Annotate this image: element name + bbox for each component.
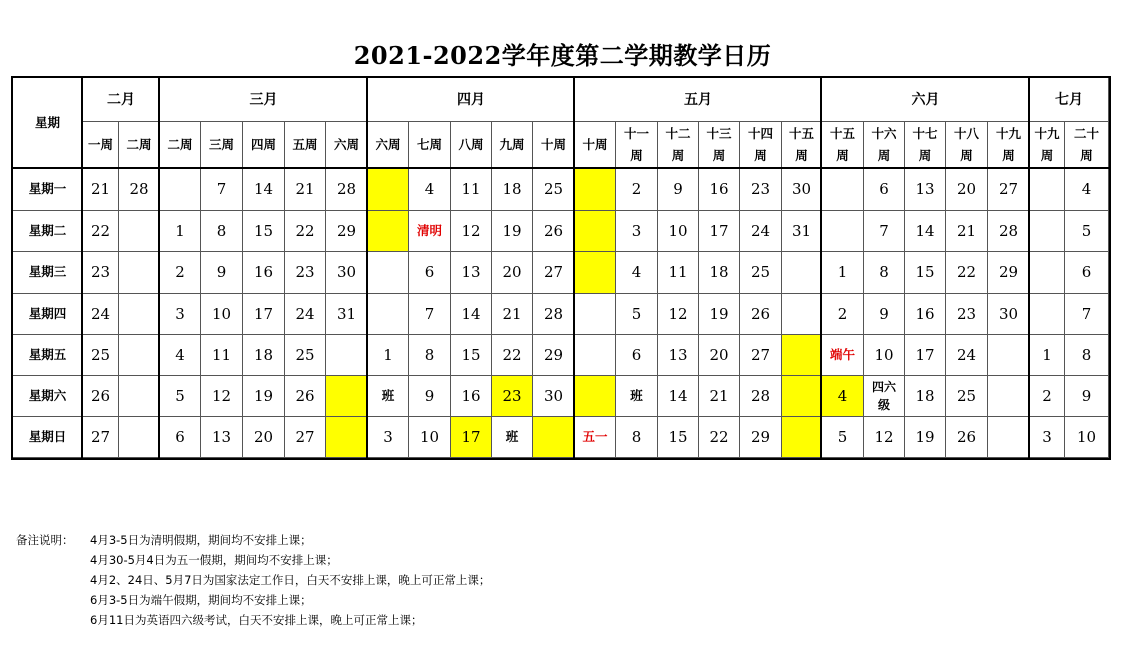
day-cell: 9 [1065, 376, 1109, 417]
day-cell: 2 [1030, 376, 1065, 417]
month-header: 三月 [160, 78, 368, 122]
note-text: 4月2、24日、5月7日为国家法定工作日，白天不安排上课，晚上可正常上课； [90, 573, 491, 587]
day-cell [782, 294, 822, 335]
week-header [616, 122, 658, 169]
week-header: 二周 [160, 122, 201, 169]
week-header: 六周 [368, 122, 409, 169]
week-header [658, 122, 699, 169]
day-cell [1030, 294, 1065, 335]
day-cell: 30 [782, 169, 822, 211]
day-cell: 五一 [575, 417, 616, 458]
week-header: 十周 [533, 122, 575, 169]
day-cell: 15 [451, 335, 492, 376]
day-cell: 1 [1030, 335, 1065, 376]
week-unit: 周 [671, 148, 685, 163]
week-header: 七周 [409, 122, 451, 169]
week-unit: 周 [630, 148, 643, 163]
day-cell [368, 211, 409, 252]
day-cell: 25 [740, 252, 782, 294]
day-cell: 23 [285, 252, 326, 294]
day-cell [326, 417, 368, 458]
week-number: 十二 [665, 125, 691, 141]
week-number: 二十 [1073, 125, 1099, 141]
week-unit: 周 [712, 148, 726, 163]
day-cell [822, 211, 864, 252]
day-cell [326, 335, 368, 376]
week-header: 八周 [451, 122, 492, 169]
day-cell: 20 [699, 335, 740, 376]
day-cell: 18 [243, 335, 285, 376]
week-unit: 周 [795, 148, 808, 163]
day-cell: 30 [326, 252, 368, 294]
day-cell: 25 [946, 376, 988, 417]
day-cell: 26 [740, 294, 782, 335]
week-header: 五周 [285, 122, 326, 169]
note-text: 4月3-5日为清明假期，期间均不安排上课； [90, 533, 312, 547]
week-number: 十六 [871, 125, 897, 141]
day-cell: 27 [988, 169, 1030, 211]
day-cell [119, 335, 160, 376]
month-divider [573, 78, 575, 458]
weekday-label: 星期一 [13, 169, 83, 211]
week-number: 十九 [995, 125, 1021, 141]
day-cell: 7 [201, 169, 243, 211]
day-cell: 班 [616, 376, 658, 417]
week-header [699, 122, 740, 169]
weekday-divider [81, 78, 83, 458]
day-cell: 3 [1030, 417, 1065, 458]
day-cell: 4 [822, 376, 864, 417]
day-cell: 15 [658, 417, 699, 458]
day-cell: 21 [83, 169, 119, 211]
day-cell: 17 [451, 417, 492, 458]
weekday-label: 星期六 [13, 376, 83, 417]
week-header: 六周 [326, 122, 368, 169]
day-cell [368, 252, 409, 294]
week-unit: 周 [1040, 148, 1054, 163]
day-cell: 9 [409, 376, 451, 417]
day-cell: 21 [492, 294, 533, 335]
weekday-label: 星期五 [13, 335, 83, 376]
day-cell: 19 [699, 294, 740, 335]
month-header: 五月 [575, 78, 822, 122]
day-cell: 11 [658, 252, 699, 294]
day-cell: 17 [905, 335, 946, 376]
day-cell: 2 [822, 294, 864, 335]
day-cell: 1 [368, 335, 409, 376]
day-cell: 25 [285, 335, 326, 376]
week-number: 十七 [912, 125, 938, 141]
day-cell: 8 [616, 417, 658, 458]
day-cell: 23 [740, 169, 782, 211]
day-cell: 班 [368, 376, 409, 417]
day-cell: 23 [946, 294, 988, 335]
day-cell: 26 [533, 211, 575, 252]
day-cell [368, 169, 409, 211]
day-cell: 27 [83, 417, 119, 458]
day-cell: 18 [699, 252, 740, 294]
day-cell: 14 [905, 211, 946, 252]
day-cell: 6 [409, 252, 451, 294]
day-cell [988, 376, 1030, 417]
day-cell [822, 169, 864, 211]
day-cell: 16 [243, 252, 285, 294]
day-cell: 26 [83, 376, 119, 417]
day-cell: 7 [1065, 294, 1109, 335]
day-cell: 6 [864, 169, 905, 211]
day-cell: 12 [451, 211, 492, 252]
day-cell: 28 [740, 376, 782, 417]
day-cell: 14 [658, 376, 699, 417]
day-cell: 22 [492, 335, 533, 376]
teaching-calendar-table [11, 76, 1111, 460]
week-unit: 周 [1002, 148, 1015, 163]
day-cell [782, 252, 822, 294]
month-divider [158, 78, 160, 458]
note-row [16, 572, 490, 592]
day-cell [368, 294, 409, 335]
month-header: 七月 [1030, 78, 1109, 122]
day-cell [988, 417, 1030, 458]
day-cell: 4 [160, 335, 201, 376]
day-cell: 24 [740, 211, 782, 252]
week-unit: 周 [836, 148, 849, 163]
day-cell: 23 [83, 252, 119, 294]
week-header: 二周 [119, 122, 160, 169]
day-cell: 5 [160, 376, 201, 417]
day-cell: 2 [160, 252, 201, 294]
week-unit: 周 [1080, 148, 1093, 163]
day-cell: 20 [243, 417, 285, 458]
day-cell: 22 [83, 211, 119, 252]
day-cell: 1 [160, 211, 201, 252]
day-cell: 9 [201, 252, 243, 294]
day-cell: 8 [1065, 335, 1109, 376]
note-row [16, 552, 490, 572]
month-header: 四月 [368, 78, 575, 122]
header-divider [13, 167, 1109, 169]
week-number: 十四 [747, 125, 773, 141]
day-cell [782, 335, 822, 376]
day-cell: 6 [1065, 252, 1109, 294]
day-cell: 11 [451, 169, 492, 211]
day-cell: 28 [326, 169, 368, 211]
day-cell: 27 [285, 417, 326, 458]
day-cell: 26 [285, 376, 326, 417]
week-unit: 周 [960, 148, 973, 163]
day-cell: 16 [451, 376, 492, 417]
day-cell: 19 [243, 376, 285, 417]
day-cell: 19 [492, 211, 533, 252]
day-cell: 9 [658, 169, 699, 211]
month-divider [1028, 78, 1030, 458]
week-number: 十一 [623, 125, 649, 141]
day-cell: 16 [699, 169, 740, 211]
day-cell [160, 169, 201, 211]
weekday-label: 星期三 [13, 252, 83, 294]
day-cell: 15 [243, 211, 285, 252]
day-cell: 1 [822, 252, 864, 294]
day-cell [119, 376, 160, 417]
day-cell: 29 [326, 211, 368, 252]
day-cell: 29 [740, 417, 782, 458]
day-cell: 25 [83, 335, 119, 376]
day-cell [782, 417, 822, 458]
day-cell: 端午 [822, 335, 864, 376]
day-cell: 27 [533, 252, 575, 294]
week-header [822, 122, 864, 169]
day-cell: 26 [946, 417, 988, 458]
day-cell: 13 [658, 335, 699, 376]
week-header: 九周 [492, 122, 533, 169]
day-cell [575, 169, 616, 211]
day-cell: 25 [533, 169, 575, 211]
day-cell: 22 [285, 211, 326, 252]
week-number: 十八 [953, 125, 979, 141]
week-header: 一周 [83, 122, 119, 169]
day-cell: 3 [616, 211, 658, 252]
day-cell: 17 [243, 294, 285, 335]
day-cell: 4 [1065, 169, 1109, 211]
day-cell: 24 [285, 294, 326, 335]
weekday-header: 星期 [13, 78, 83, 169]
day-cell: 10 [409, 417, 451, 458]
week-header: 三周 [201, 122, 243, 169]
week-header [864, 122, 905, 169]
week-number: 十五 [788, 125, 814, 141]
week-header [1030, 122, 1065, 169]
day-cell [575, 294, 616, 335]
day-cell: 21 [285, 169, 326, 211]
day-cell: 13 [201, 417, 243, 458]
week-header: 四周 [243, 122, 285, 169]
day-cell: 7 [409, 294, 451, 335]
day-cell: 30 [533, 376, 575, 417]
day-cell [782, 376, 822, 417]
day-cell: 6 [160, 417, 201, 458]
day-cell: 10 [864, 335, 905, 376]
day-cell: 31 [782, 211, 822, 252]
weekday-label: 星期二 [13, 211, 83, 252]
day-cell: 28 [119, 169, 160, 211]
week-header [905, 122, 946, 169]
day-cell: 24 [946, 335, 988, 376]
day-cell [533, 417, 575, 458]
note-text: 6月11日为英语四六级考试，白天不安排上课，晚上可正常上课； [90, 613, 423, 627]
day-cell: 10 [658, 211, 699, 252]
notes-label: 备注说明： [16, 533, 74, 547]
day-cell: 10 [1065, 417, 1109, 458]
month-divider [820, 78, 822, 458]
day-cell: 3 [368, 417, 409, 458]
day-cell [119, 294, 160, 335]
day-cell [119, 211, 160, 252]
day-cell: 12 [864, 417, 905, 458]
day-cell: 15 [905, 252, 946, 294]
note-text: 4月30-5月4日为五一假期，期间均不安排上课； [90, 553, 338, 567]
day-cell [119, 417, 160, 458]
week-header [946, 122, 988, 169]
day-cell: 23 [492, 376, 533, 417]
day-cell: 13 [905, 169, 946, 211]
day-cell: 14 [243, 169, 285, 211]
note-text: 6月3-5日为端午假期，期间均不安排上课； [90, 593, 312, 607]
day-cell [1030, 211, 1065, 252]
day-cell: 20 [946, 169, 988, 211]
day-cell: 18 [905, 376, 946, 417]
weekday-label: 星期四 [13, 294, 83, 335]
day-cell: 7 [864, 211, 905, 252]
day-cell: 10 [201, 294, 243, 335]
day-cell: 31 [326, 294, 368, 335]
month-divider [366, 78, 368, 458]
day-cell [575, 335, 616, 376]
day-cell: 28 [988, 211, 1030, 252]
day-cell: 21 [699, 376, 740, 417]
day-cell: 22 [699, 417, 740, 458]
week-unit: 周 [754, 148, 767, 163]
day-cell: 5 [822, 417, 864, 458]
day-cell: 18 [492, 169, 533, 211]
day-cell: 16 [905, 294, 946, 335]
day-cell: 17 [699, 211, 740, 252]
day-cell [1030, 169, 1065, 211]
day-cell: 8 [201, 211, 243, 252]
week-number: 十三 [706, 125, 732, 141]
day-cell: 班 [492, 417, 533, 458]
week-unit: 周 [918, 148, 932, 163]
day-cell: 28 [533, 294, 575, 335]
day-cell: 四六 级 [864, 376, 905, 417]
day-cell: 5 [616, 294, 658, 335]
day-cell: 6 [616, 335, 658, 376]
week-header [740, 122, 782, 169]
day-cell: 9 [864, 294, 905, 335]
day-cell [575, 211, 616, 252]
day-cell: 21 [946, 211, 988, 252]
week-header [1065, 122, 1109, 169]
day-cell: 8 [864, 252, 905, 294]
week-header [782, 122, 822, 169]
day-cell: 14 [451, 294, 492, 335]
week-header: 十周 [575, 122, 616, 169]
day-cell: 3 [160, 294, 201, 335]
week-header [988, 122, 1030, 169]
notes-section [16, 532, 490, 632]
day-cell: 2 [616, 169, 658, 211]
day-cell: 11 [201, 335, 243, 376]
week-number: 十五 [829, 125, 855, 141]
day-cell [1030, 252, 1065, 294]
day-cell: 22 [946, 252, 988, 294]
note-row [16, 532, 490, 552]
day-cell: 29 [533, 335, 575, 376]
day-cell [988, 335, 1030, 376]
day-cell: 12 [201, 376, 243, 417]
day-cell: 19 [905, 417, 946, 458]
day-cell: 12 [658, 294, 699, 335]
month-header: 六月 [822, 78, 1030, 122]
day-cell: 30 [988, 294, 1030, 335]
day-cell: 13 [451, 252, 492, 294]
day-cell: 20 [492, 252, 533, 294]
note-row [16, 612, 490, 632]
calendar-title: 2021-2022学年度第二学期教学日历 [353, 41, 772, 70]
day-cell: 5 [1065, 211, 1109, 252]
day-cell: 4 [616, 252, 658, 294]
weekday-label: 星期日 [13, 417, 83, 458]
week-number: 十九 [1034, 125, 1060, 141]
day-cell: 8 [409, 335, 451, 376]
month-header: 二月 [83, 78, 160, 122]
note-row [16, 592, 490, 612]
day-cell [326, 376, 368, 417]
day-cell [575, 376, 616, 417]
day-cell [119, 252, 160, 294]
day-cell [575, 252, 616, 294]
day-cell: 29 [988, 252, 1030, 294]
week-unit: 周 [877, 148, 891, 163]
day-cell: 24 [83, 294, 119, 335]
day-cell: 27 [740, 335, 782, 376]
day-cell: 清明 [409, 211, 451, 252]
day-cell: 4 [409, 169, 451, 211]
